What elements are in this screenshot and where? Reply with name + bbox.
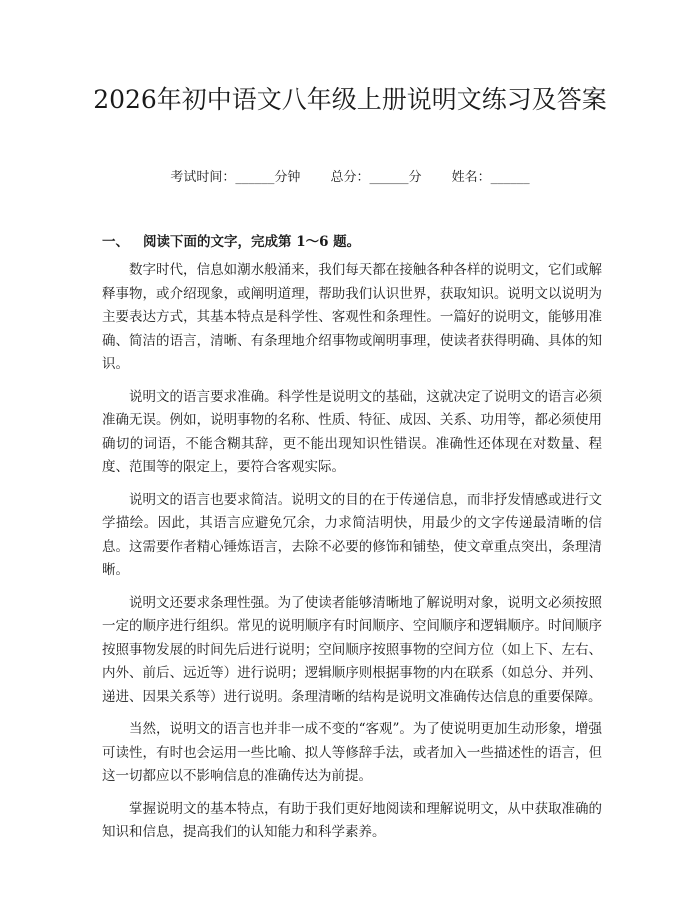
student-name-field: 姓名：______ bbox=[451, 170, 530, 185]
reading-passage bbox=[102, 259, 602, 854]
passage-paragraph: 数字时代，信息如潮水般涌来，我们每天都在接触各种各样的说明文，它们或解释事物，或介绍现象，或阐明道理，帮助我们认识世界，获取知识。说明文以说明为主要表达方式，其基本特点是科学性、客观性和条理性。一篇好的说明文，能够用准确、简洁的语言，清晰、有条理地介绍事物或阐明事理，使读者获得明确、具体的知识。 bbox=[102, 262, 602, 372]
passage-paragraph: 说明文还要求条理性强。为了使读者能够清晰地了解说明对象，说明文必须按照一定的顺序进行组织。常见的说明顺序有时间顺序、空间顺序和逻辑顺序。时间顺序按照事物发展的时间先后进行说明；空间顺序按照事物的空间方位（如上下、左右、内外、前后、远近等）进行说明；逻辑顺序则根据事物的内在联系（如总分、并列、递进、因果关系等）进行说明。条理清晰的结构是说明文准确传达信息的重要保障。 bbox=[102, 594, 602, 705]
section-heading bbox=[102, 232, 360, 252]
exam-time-field: 考试时间：______分钟 bbox=[170, 170, 301, 185]
passage-paragraph: 掌握说明文的基本特点，有助于我们更好地阅读和理解说明文，从中获取准确的知识和信息，提高我们的认知能力和科学素养。 bbox=[102, 800, 602, 840]
section-number: 一、 bbox=[102, 234, 129, 250]
total-score-field: 总分：______分 bbox=[330, 170, 422, 185]
passage-paragraph: 说明文的语言也要求简洁。说明文的目的在于传递信息，而非抒发情感或进行文学描绘。因此，其语言应避免冗余，力求简洁明快，用最少的文字传递最清晰的信息。这需要作者精心锤炼语言，去除不必要的修饰和铺垫，使文章重点突出，条理清晰。 bbox=[102, 491, 602, 578]
section-instruction: 阅读下面的文字，完成第 1～6 题。 bbox=[143, 234, 361, 250]
exam-info-line bbox=[0, 168, 700, 188]
passage-paragraph: 说明文的语言要求准确。科学性是说明文的基础，这就决定了说明文的语言必须准确无误。例如，说明事物的名称、性质、特征、成因、关系、功用等，都必须使用确切的词语，不能含糊其辞，更不能出现知识性错误。准确性还体现在对数量、程度、范围等的限定上，要符合客观实际。 bbox=[102, 388, 602, 475]
document-title: 2026年初中语文八年级上册说明文练习及答案 bbox=[93, 85, 607, 114]
passage-paragraph: 当然，说明文的语言也并非一成不变的“客观”。为了使说明更加生动形象，增强可读性，有时也会运用一些比喻、拟人等修辞手法，或者加入一些描述性的语言，但这一切都应以不影响信息的准确传达为前提。 bbox=[102, 721, 602, 784]
